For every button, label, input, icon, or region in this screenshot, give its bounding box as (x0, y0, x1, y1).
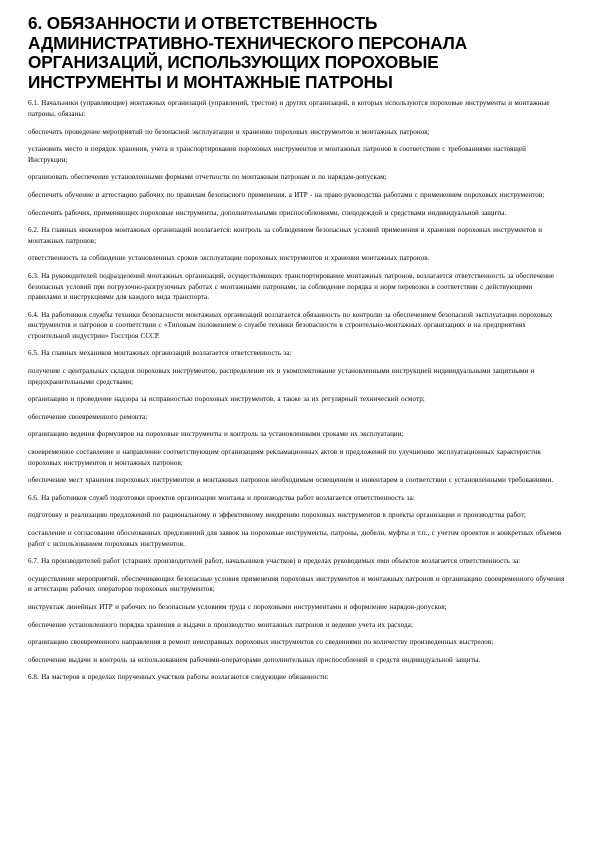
paragraph: 6.5. На главных механиков монтажных организаций возлагается ответственность за: (28, 349, 292, 358)
paragraph: получение с центральных складов пороховых инструментов, распределение их и укомплектование установленными инструкцией индивидуальными защитными и предохранительными средствами; (28, 367, 535, 386)
paragraph: установить место и порядок хранения, учета и транспортирования пороховых инструментов и монтажных патронов в соответствии с требованиями настоящей Инструкции; (28, 145, 526, 164)
paragraph: инструктаж линейных ИТР и рабочих по безопасным условиям труда с пороховыми инструментами и оформление нарядов-допусков; (28, 602, 447, 611)
paragraph: осуществление мероприятий, обеспечивающих безопасные условия применения пороховых инструментов и монтажных патронов и организацию своевременного обучения и аттестации рабочих операторов пороховых инструментов; (28, 574, 565, 594)
paragraph: 6.1. Начальники (управляющие) монтажных организаций (управлений, трестов) и других организаций, в которых используются пороховые инструменты и монтажные патроны, обязаны: (28, 99, 550, 118)
paragraph: обеспечение установленного порядка хранения и выдачи в производство монтажных патронов и ведение учета их расхода; (28, 620, 413, 629)
section-title: 6. ОБЯЗАННОСТИ И ОТВЕТСТВЕННОСТЬ АДМИНИСТРАТИВНО-ТЕХНИЧЕСКОГО ПЕРСОНАЛА ОРГАНИЗАЦИЙ, ИСПОЛЬЗУЮЩИХ ПОРОХОВЫЕ ИНСТРУМЕНТЫ И МОНТАЖНЫЕ ПАТРОНЫ (28, 13, 468, 92)
paragraph: обеспечение выдачи и контроль за использованием рабочими-операторами дополнительных приспособлений и средств индивидуальной защиты. (28, 655, 481, 664)
paragraph: составление и согласование обоснованных предложений для заявок на пороховые инструменты, патроны, дюбели, муфты и т.п., с учетом проектов и конкретных объемов работ с использованием пороховых инструментов. (28, 529, 562, 548)
paragraph: подготовку и реализацию предложений по рациональному и эффективному внедрению пороховых инструментов в проекты организации и производства работ; (28, 511, 526, 520)
paragraph: 6.4. На работников службы техники безопасности монтажных организаций возлагается обязанность по контролю за обеспечением безопасной эксплуатации пороховых инструментов и патронов в соответствии с «Типовым положением о службе техники безопасности в строительно-монтажных организациях и на предприятиях строительной индустрии» Госстроя СССР. (28, 310, 553, 340)
paragraph: 6.3. На руководителей подразделений монтажных организаций, осуществляющих транспортирование монтажных патронов, возлагается ответственность за обеспечение безопасных условий при погрузочно-разгрузочных работах с монтажными патронами, за соблюдение порядка и норм перевозки в соответствии с действующими правилами и инструкциями для каждого вида транспорта. (28, 271, 555, 302)
paragraph: 6.2. На главных инженеров монтажных организаций возлагается: контроль за соблюдением безопасных условий применения и хранения пороховых инструментов и монтажных патронов; (28, 226, 543, 245)
paragraph: обеспечение своевременного ремонта; (28, 412, 148, 421)
paragraph: обеспечить обучение и аттестацию рабочих по правилам безопасного применения, а ИТР - на право руководства работами с применением пороховых инструментов; (28, 190, 545, 199)
paragraph: ответственность за соблюдение установленных сроков эксплуатации пороховых инструментов и хранения монтажных патронов. (28, 254, 430, 263)
paragraph: 6.6. На работников служб подготовки проектов организации монтажа и производства работ возлагается ответственность за: (28, 493, 415, 502)
paragraph: своевременное составление и направление соответствующим организациям рекламационных актов и предложений по улучшению эксплуатационных характеристик пороховых инструментов и монтажных патронов; (28, 448, 541, 467)
paragraph: организацию ведения формуляров на пороховые инструменты и контроль за установленными сроками их эксплуатации; (28, 430, 404, 439)
paragraph: организацию своевременного направления в ремонт неисправных пороховых инструментов со сведениями по количеству произведенных выстрелов; (28, 638, 494, 647)
paragraph: организацию и проведение надзора за исправностью пороховых инструментов, а также за их регулярный технический осмотр; (28, 395, 425, 404)
paragraph: обеспечение мест хранения пороховых инструментов и монтажных патронов необходимым освещением и инвентарем в соответствии с установленными требованиями. (28, 476, 554, 485)
paragraph: 6.7. На производителей работ (старших производителей работ, начальников участков) в пределах руководимых ими объектов возлагается ответственность за: (28, 557, 521, 566)
paragraph: организовать обеспечение установленными формами отчетности по монтажным патронам и по нарядам-допускам; (28, 173, 387, 182)
paragraph: обеспечить рабочих, применяющих пороховые инструменты, дополнительными приспособлениями, спецодеждой и средствами индивидуальной защиты. (28, 208, 507, 217)
paragraph-list (28, 98, 565, 683)
paragraph: обеспечить проведение мероприятий по безопасной эксплуатации и хранению пороховых инструментов и монтажных патронов; (28, 127, 430, 136)
paragraph: 6.8. На мастеров в пределах порученных участков работы возлагаются следующие обязанности: (28, 673, 329, 682)
